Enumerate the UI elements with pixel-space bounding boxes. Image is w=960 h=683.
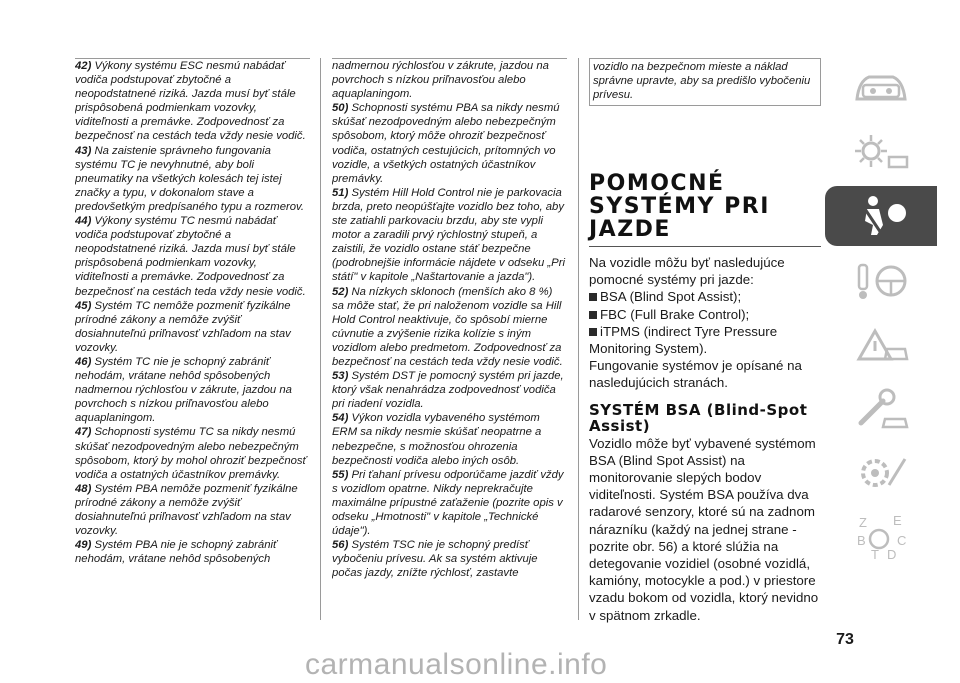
bullet-square-icon [589,311,597,319]
note-number: 51) [332,186,349,199]
bsa-paragraph: Vozidlo môže byť vybavené systémom BSA (Blind Spot Assist) na monitorovanie slepých bodov viditeľnosti. Systém BSA používa dva radarové senzory, ktoré sú na zadnom nárazníku (každý na jednej strane - pozrite obr. 56) a ktoré slúžia na detegovanie vozidiel (osobné vozidlá, kamióny, motocykle a pod.) v priestore vzadu bokom od vozidla, ktorý nevidno v spätnom zrkadle. [589,435,819,623]
tab-index[interactable] [825,506,937,566]
note-number: 54) [332,412,349,425]
warning-note [332,411,567,467]
warning-note [75,355,310,425]
list-item [589,306,821,323]
list-item [589,288,821,305]
note-number: 46) [75,355,92,368]
warning-note [75,214,310,299]
note-text: Pri ťahaní prívesu odporúčame jazdiť vždy s vozidlom opatrne. Nikdy neprekračujte maximálne prípustné zaťaženie (pozrite opis v odseku „Hmotnosti" v kapitole „Technické údaje"). [332,468,564,538]
warning-note [332,369,567,411]
list-item-text: BSA (Blind Spot Assist); [600,289,742,305]
page-number: 73 [836,631,854,648]
warning-note [332,538,567,580]
note-text: Schopnosti systému PBA sa nikdy nesmú skúšať nezodpovedným alebo nebezpečným spôsobom, ktorý môže ohroziť bezpečnosť vodiča, ostatných cestujúcich, prítomných vo vozidle, a všetkých ostatných účastníkov premávky. [332,102,560,185]
warning-note [332,59,567,101]
index-letter: D [887,547,897,561]
warning-notes-column-middle [332,58,567,621]
subsection-heading: SYSTÉM BSA (Blind-Spot Assist) [589,400,808,435]
list-item [589,323,821,357]
note-number: 43) [75,144,92,157]
warning-note [75,144,310,214]
column-divider [320,58,321,620]
tab-emergency[interactable] [825,314,937,374]
note-text: Systém TSC nie je schopný predísť vybočeniu prívesu. Ak sa systém aktivuje počas jazdy, znížte rýchlosť, zastavte [332,539,538,580]
note-number: 48) [75,482,92,495]
note-text: Systém PBA nemôže pozmeniť fyzikálne prírodné zákony a nemôže zvýšiť dosiahnuteľnú priľnavosť vzhľadom na stav vozovky. [75,482,298,538]
key-steering-icon [849,255,913,305]
note-text: Systém TC nie je schopný zabrániť nehodám, vrátane nehôd spôsobených nadmernou rýchlosťou v zákrute, jazdou na povrchoch s nízkou priľnavosťou alebo aquaplaningom. [75,355,292,425]
heading-rule [589,246,821,247]
index-letter: T [871,547,879,561]
note-text: Na zaistenie správneho fungovania systému TC je nevyhnutné, aby boli pneumatiky na všetkých kolesách tej istej značky a typu, v dokonalom stave a predovšetkým predpísaného typu a rozmerov. [75,144,304,213]
index-letter: Z [859,515,867,530]
list-item-text: FBC (Full Brake Control); [600,306,750,322]
note-text: nadmernou rýchlosťou v zákrute, jazdou na povrchoch s nízkou priľnavosťou alebo aquaplaningom. [332,60,549,101]
warning-note [75,538,310,566]
warning-note [332,285,567,370]
warning-note [332,101,567,186]
index-letter: E [893,513,902,528]
warning-note [332,468,567,538]
seatbelt-airbag-icon [849,191,913,241]
note-text: Systém TC nemôže pozmeniť fyzikálne prírodné zákony a nemôže zvýšiť dosiahnuteľnú priľnavosť vzhľadom na stav vozovky. [75,299,291,354]
note-number: 45) [75,299,92,312]
note-continuation-text: vozidlo na bezpečnom mieste a náklad správne upravte, aby sa predišlo vybočeniu prívesu. [593,61,811,102]
bullet-square-icon [589,293,597,301]
warning-note [75,299,310,355]
note-text: Výkon vozidla vybaveného systémom ERM sa nikdy nesmie skúšať neopatrne a nebezpečne, s možnosťou ohrozenia bezpečnosti vodiča alebo iných osôb. [332,412,542,467]
description-paragraph: Fungovanie systémov je opísané na nasledujúcich stranách. [589,358,802,391]
note-text: Schopnosti systému TC sa nikdy nesmú skúšať nezodpovedným alebo nebezpečným spôsobom, ktorý by mohol ohroziť bezpečnosť vodiča a ostatných účastníkov premávky. [75,426,307,481]
tab-lights[interactable] [825,122,937,182]
note-number: 42) [75,60,92,72]
list-item-text: iTPMS (indirect Tyre Pressure Monitoring System). [589,323,778,357]
warning-notes-column-left [75,58,310,621]
warning-note [332,186,567,285]
alphabet-index-icon [849,511,913,561]
note-text: Systém PBA nie je schopný zabrániť nehodám, vrátane nehôd spôsobených [75,539,278,566]
wrench-car-icon [849,383,913,433]
content-column-right [589,58,821,624]
note-number: 53) [332,370,349,383]
index-letter: C [897,533,907,548]
note-number: 47) [75,426,92,439]
system-list [589,288,821,357]
note-text: Systém DST je pomocný systém pri jazde, ktorý však nenahrádza zodpovednosť vodiča pri riadení vozidla. [332,370,564,411]
service-gear-icon [849,447,913,497]
note-list-left [75,59,310,566]
tab-maintenance[interactable] [825,378,937,438]
note-number: 55) [332,468,349,481]
bullet-square-icon [589,328,597,336]
sun-light-icon [849,127,913,177]
note-number: 49) [75,539,92,552]
tab-technical[interactable] [825,442,937,502]
index-letter: B [857,533,866,548]
note-number: 52) [332,285,349,298]
watermark: carmanualsonline.info [305,648,608,681]
warning-note [75,482,310,538]
tab-dashboard[interactable] [825,58,937,118]
section-heading: POMOCNÉ SYSTÉMY PRI JAZDE [589,171,770,242]
car-dashboard-icon [849,63,913,113]
note-number: 50) [332,102,349,115]
tab-driving[interactable] [825,250,937,310]
intro-paragraph: Na vozidle môžu byť nasledujúce pomocné systémy pri jazde: [589,255,785,288]
warning-note [75,59,310,144]
note-text: Na nízkych sklonoch (menších ako 8 %) sa môže stať, že pri naloženom vozidle sa Hill Hold Control neaktivuje, čo spôsobí mierne cúvnutie a zvýšenie rizika kolízie s iným vozidlom alebo predmetom. Zodpovednosť za bezpečnosť na cestách teda vždy nesie vodič. [332,285,563,368]
note-number: 44) [75,215,92,228]
column-divider [578,58,579,620]
warning-triangle-car-icon [849,319,913,369]
warning-note [75,425,310,481]
note-text: Výkony systému TC nesmú nabádať vodiča podstupovať zbytočné a neopodstatnené riziká. Jazda musí byť stále prispôsobená podmienkam vozovky, viditeľnosti a premávke. Zodpovednosť za bezpečnosť na cestách teda vždy nesie vodič. [75,215,306,298]
tab-safety[interactable] [825,186,937,246]
note-text: Systém Hill Hold Control nie je parkovacia brzda, preto neopúšťajte vozidlo bez toho, aby ste zatiahli parkovaciu brzdu, aby ste vypli motor a zaradili prvý rýchlostný stupeň, a zaistili, že vozidlo ostane stáť bezpečne (podrobnejšie informácie nájdete v odseku „Pri státí" v kapitole „Naštartovanie a jazda"). [332,186,565,284]
note-list-middle [332,59,567,580]
note-continuation-box [589,58,821,106]
note-text: Výkony systému ESC nesmú nabádať vodiča podstupovať zbytočné a neopodstatnené riziká. Jazda musí byť stále prispôsobená podmienkam vozovky, viditeľnosti a premávke. Zodpovednosť za bezpečnosť na cestách teda vždy nesie vodič. [75,60,306,143]
note-number: 56) [332,539,349,552]
chapter-tabs [825,58,960,630]
